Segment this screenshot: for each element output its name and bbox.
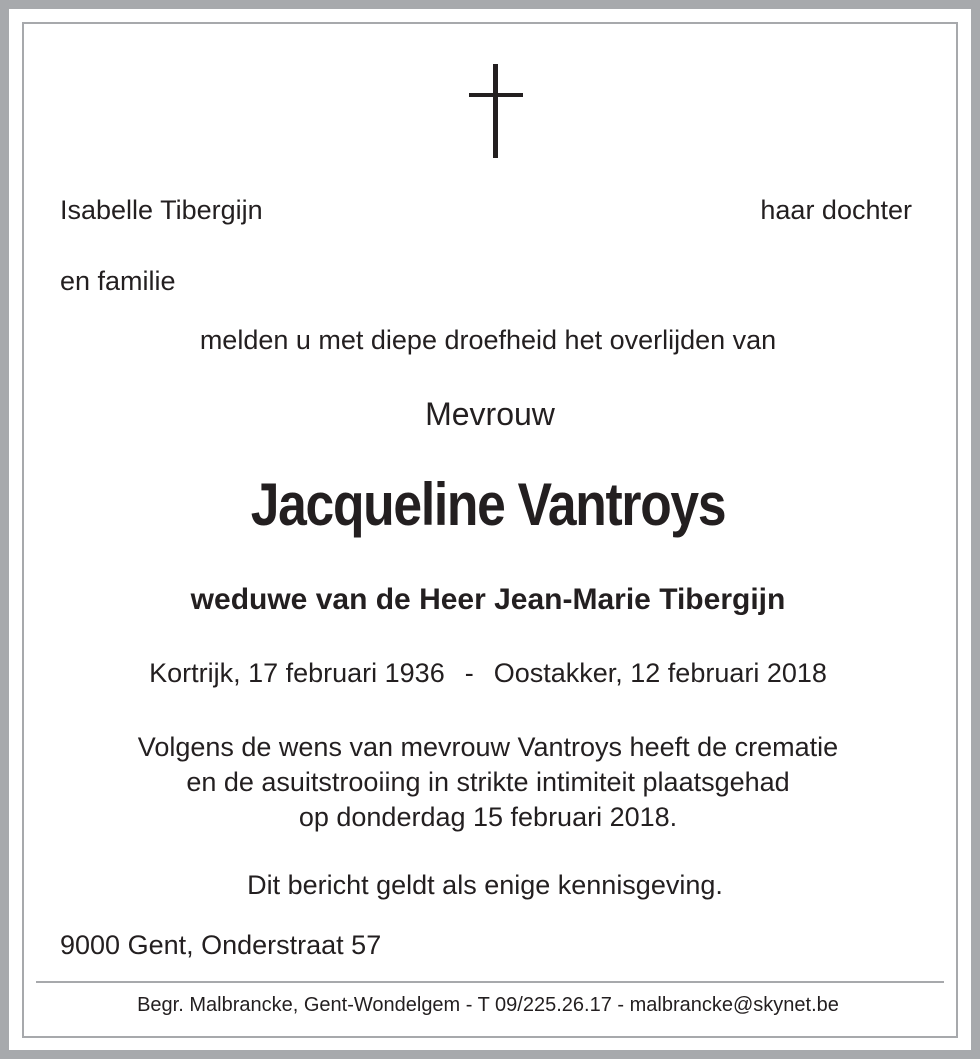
birth-place-date: Kortrijk, 17 februari 1936 bbox=[149, 658, 445, 688]
funeral-director-footer: Begr. Malbrancke, Gent-Wondelgem - T 09/225.26.17 - malbrancke@skynet.be bbox=[137, 994, 839, 1016]
notice-line: op donderdag 15 februari 2018. bbox=[298, 802, 678, 832]
cross-icon bbox=[469, 64, 523, 158]
life-dates bbox=[0, 658, 976, 689]
cremation-notice bbox=[0, 730, 976, 835]
only-notice-text: Dit bericht geldt als enige kennisgeving. bbox=[247, 870, 723, 900]
family-address: 9000 Gent, Onderstraat 57 bbox=[60, 930, 382, 960]
deceased-title: Mevrouw bbox=[425, 396, 555, 432]
cross-horizontal-bar bbox=[469, 93, 523, 97]
notice-line: en de asuitstrooiing in strikte intimiteit plaatsgehad bbox=[186, 767, 790, 797]
mourner-name: Isabelle Tibergijn bbox=[60, 195, 263, 225]
death-place-date: Oostakker, 12 februari 2018 bbox=[493, 658, 827, 688]
mourner-relation: haar dochter bbox=[760, 195, 912, 225]
widow-of-text: weduwe van de Heer Jean-Marie Tibergijn bbox=[190, 583, 786, 616]
dates-separator: - bbox=[464, 658, 474, 688]
footer-divider bbox=[36, 981, 944, 983]
mourner-family: en familie bbox=[60, 266, 176, 296]
notice-line: Volgens de wens van mevrouw Vantroys heeft de crematie bbox=[137, 732, 839, 762]
cross-vertical-bar bbox=[493, 64, 498, 158]
deceased-name: Jacqueline Vantroys bbox=[250, 471, 726, 538]
announcement-text: melden u met diepe droefheid het overlijden van bbox=[199, 325, 777, 355]
